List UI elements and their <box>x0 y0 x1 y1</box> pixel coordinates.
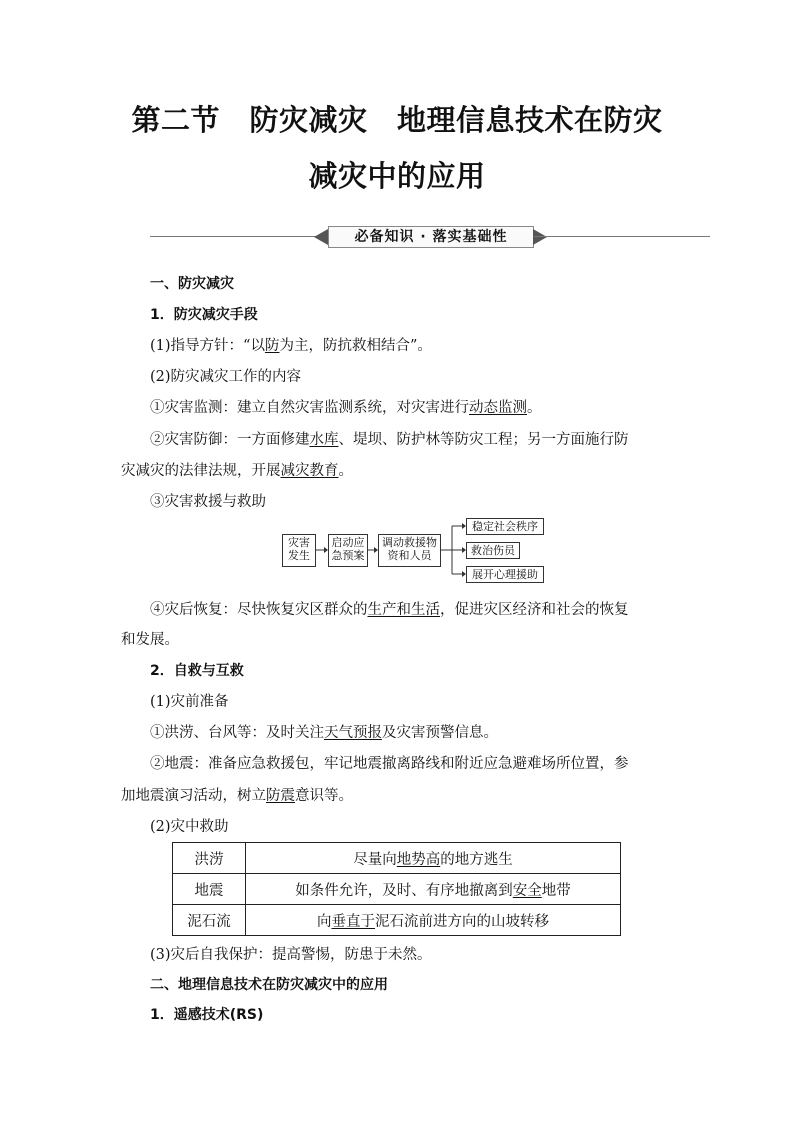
text: 及灾害预警信息。 <box>382 725 498 741</box>
banner-right-rule <box>534 236 710 237</box>
text: ①灾害监测：建立自然灾害监测系统，对灾害进行 <box>150 400 469 416</box>
text: 、堤坝、防护林等防灾工程；另一方面施行防 <box>338 432 629 448</box>
underlined-text: 垂直于 <box>331 913 375 930</box>
underlined-text: 防 <box>264 338 280 354</box>
text: 如条件允许，及时、有序地撤离到 <box>295 882 513 899</box>
text: 灾减灾的法律法规，开展 <box>121 463 281 479</box>
underlined-text: 天气预报 <box>324 725 382 741</box>
table-row <box>173 874 621 905</box>
flow-out-treat-injured: 救治伤员 <box>466 542 520 559</box>
text: 。 <box>338 463 353 479</box>
paragraph-pre-disaster: (1)灾前准备 <box>150 694 229 710</box>
table-cell-key: 地震 <box>173 874 246 905</box>
underlined-text: 安全 <box>512 882 542 899</box>
underlined-text: 地势高 <box>396 851 441 868</box>
text: ①洪涝、台风等：及时关注 <box>150 725 324 741</box>
table-cell-value <box>246 905 621 936</box>
text: 泥石流前进方向的山坡转移 <box>375 913 549 930</box>
flow-box-emergency-plan: 启动应急预案 <box>328 534 368 567</box>
rescue-flow-diagram <box>282 514 552 586</box>
table-row <box>173 843 621 874</box>
page-title-line1: 第二节 防灾减灾 地理信息技术在防灾 <box>131 103 663 137</box>
text: ，促进灾区经济和社会的恢复 <box>440 602 629 618</box>
paragraph-recovery-cont: 和发展。 <box>121 632 179 648</box>
table-cell-key: 泥石流 <box>173 905 246 936</box>
text: ④灾后恢复：尽快恢复灾区群众的 <box>150 602 368 618</box>
paragraph-work-content: (2)防灾减灾工作的内容 <box>150 369 302 385</box>
table-row <box>173 905 621 936</box>
text: 的地方逃生 <box>440 851 513 868</box>
underlined-text: 防震 <box>266 788 295 804</box>
text: (1)指导方针：“以 <box>150 338 265 354</box>
text: 加地震演习活动，树立 <box>121 788 266 804</box>
flow-box-mobilize: 调动救援物资和人员 <box>378 534 441 567</box>
paragraph-monitoring <box>150 396 542 417</box>
flow-box-disaster: 灾害发生 <box>282 534 316 567</box>
banner-left-wedge <box>314 229 328 245</box>
paragraph-defense-cont <box>121 459 353 480</box>
paragraph-defense <box>150 428 629 449</box>
section-banner <box>150 226 710 248</box>
text: 尽量向 <box>353 851 397 868</box>
rescue-table <box>172 842 621 936</box>
banner-left-rule <box>150 236 328 237</box>
table-cell-key: 洪涝 <box>173 843 246 874</box>
section2-heading: 二、地理信息技术在防灾减灾中的应用 <box>150 977 388 993</box>
paragraph-in-disaster: (2)灾中救助 <box>150 819 229 835</box>
paragraph-earthquake: ②地震：准备应急救援包，牢记地震撤离路线和附近应急避难场所位置，参 <box>150 756 629 772</box>
section1-sub1: 1．防灾减灾手段 <box>150 307 258 323</box>
text: 向 <box>317 913 332 930</box>
underlined-text: 水库 <box>309 432 339 448</box>
paragraph-earthquake-cont <box>121 784 353 805</box>
section2-sub1: 1．遥感技术(RS) <box>150 1007 264 1023</box>
section1-heading: 一、防灾减灾 <box>150 276 234 292</box>
banner-right-wedge <box>533 229 547 245</box>
paragraph-flood-typhoon <box>150 721 498 742</box>
text: 意识等。 <box>295 788 353 804</box>
underlined-text: 动态监测 <box>469 400 527 416</box>
section1-sub2: 2．自救与互救 <box>150 663 244 679</box>
text: ②灾害防御：一方面修建 <box>150 432 310 448</box>
text: 。 <box>527 400 542 416</box>
table-cell-value <box>246 843 621 874</box>
text: 为主，防抗救相结合”。 <box>279 338 432 354</box>
flow-out-social-order: 稳定社会秩序 <box>466 518 544 535</box>
paragraph-recovery <box>150 598 629 619</box>
banner-label: 必备知识 · 落实基础性 <box>328 226 534 248</box>
underlined-text: 减灾教育 <box>280 463 339 479</box>
table-cell-value <box>246 874 621 905</box>
text: 地带 <box>541 882 571 899</box>
paragraph-post-disaster: (3)灾后自我保护：提高警惕，防患于未然。 <box>150 947 432 963</box>
flow-out-psych-aid: 展开心理援助 <box>466 566 544 583</box>
underlined-text: 生产和生活 <box>367 602 440 618</box>
paragraph-guideline <box>150 334 432 355</box>
page-title-line2: 减灾中的应用 <box>308 159 486 193</box>
paragraph-rescue: ③灾害救援与救助 <box>150 494 266 510</box>
